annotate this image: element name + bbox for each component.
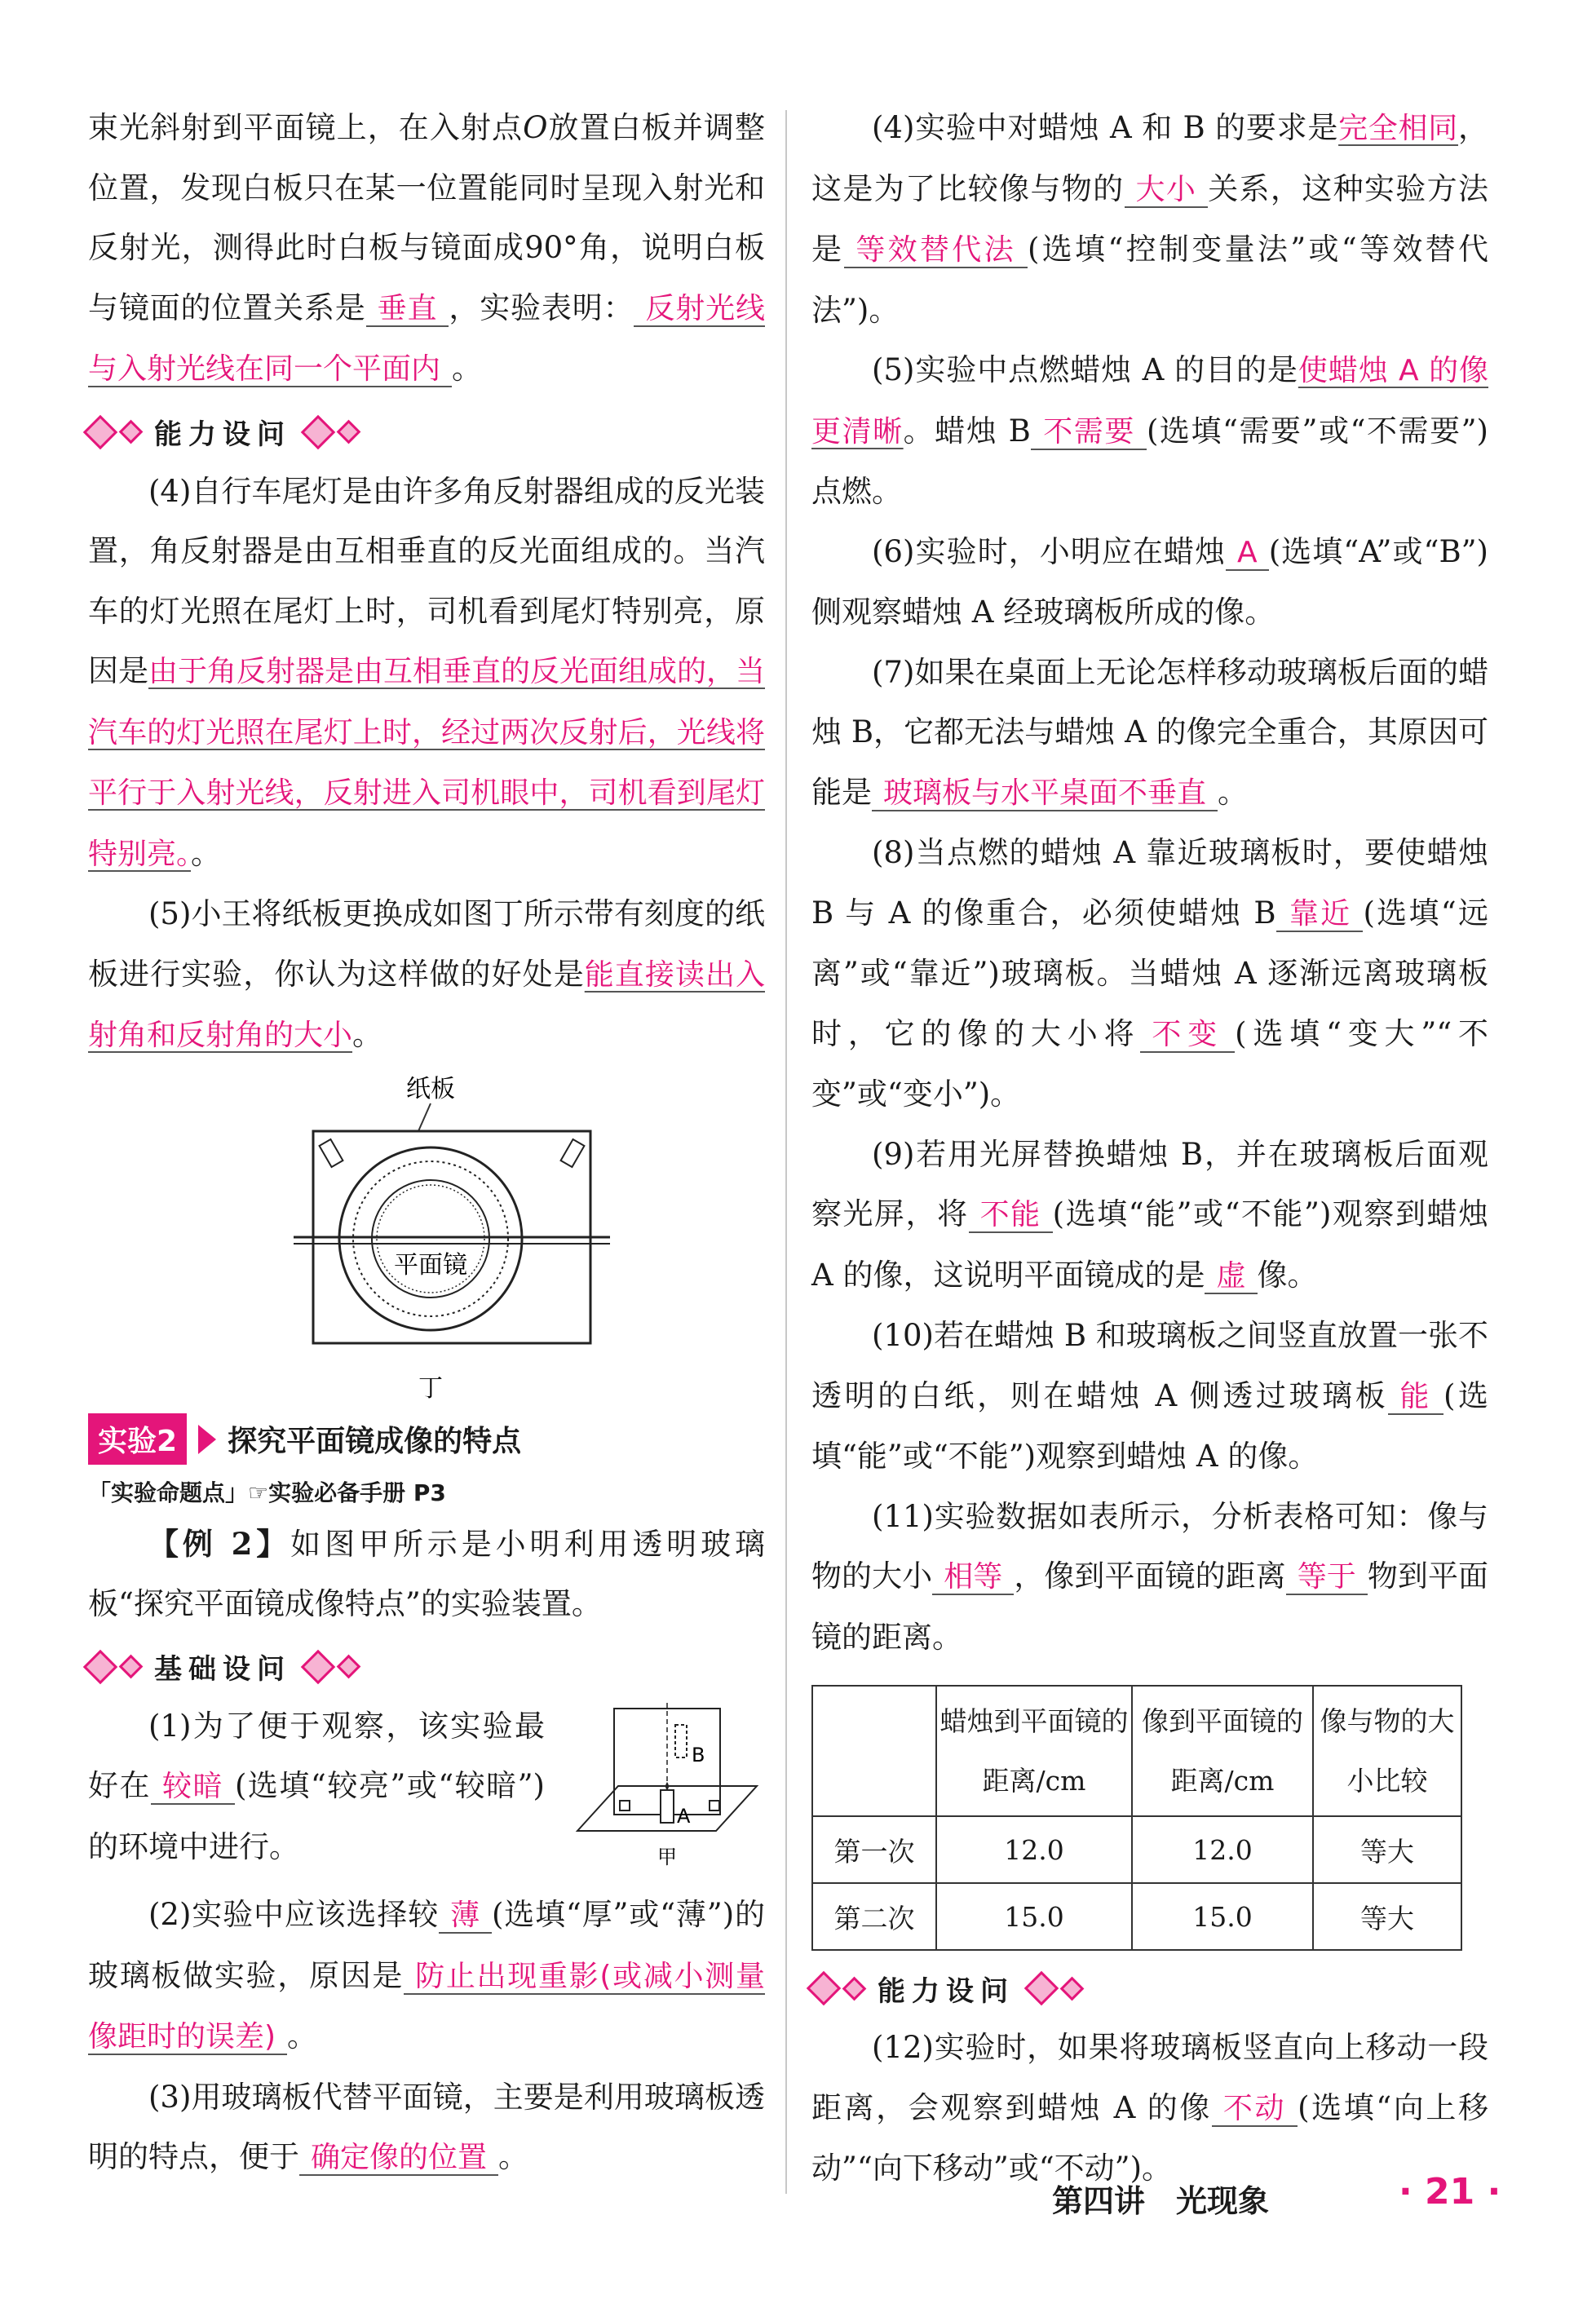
figure-caption: 丁 [418, 1373, 443, 1403]
text: 像。 [1257, 1257, 1318, 1293]
angle-value: 90° [524, 230, 578, 265]
reference-note: 「实验命题点」☞实验必备手册 P3 [88, 1479, 446, 1506]
text: 物到平面镜的距离。 [811, 1558, 1489, 1655]
chapter-footer: 第四讲 光现象 [1052, 2183, 1270, 2219]
text: (5)实验中点燃蜡烛 A 的目的是 [872, 352, 1298, 387]
diamond-icon [301, 1649, 335, 1683]
answer-blank: 不需要 [1031, 415, 1147, 450]
text: 放置白板并调整位置，发现白板只在某一位置能同时呈现入射光和反射光，测得此时白板与镜面成 [88, 110, 766, 265]
text: (11)实验数据如表所示，分析表格可知：像与物的大小 [811, 1498, 1488, 1594]
section-header-ability-right [811, 1965, 1488, 2011]
table-cell: 第一次 [812, 1816, 936, 1883]
answer-blank: 防止出现重影(或减小测量像距时的误差) [88, 1959, 766, 2054]
text: 关系，这种实验方法是 [811, 170, 1488, 267]
question-1-block [88, 1696, 765, 1877]
answer-blank: A [1226, 536, 1269, 571]
answer-blank: 使蜡烛 A 的像更清晰 [811, 354, 1489, 449]
text: 。 [452, 351, 483, 386]
candle-b-label: B [692, 1743, 705, 1766]
table-cell: 等大 [1313, 1816, 1461, 1883]
section-title: 能力设问 [878, 1974, 1015, 2008]
question-3 [88, 2067, 765, 2188]
paragraph-white-board [88, 98, 765, 400]
text: (4)自行车尾灯是由许多角反射器组成的反光装置，角反射器是由互相垂直的反光面组成的。当汽车的灯光照在尾灯上时，司机看到尾灯特别亮，原因是 [88, 473, 765, 688]
text: (6)实验时，小明应在蜡烛 [872, 533, 1227, 569]
diamond-icon [301, 414, 335, 449]
table-cell: 等大 [1313, 1883, 1461, 1950]
text: 。蜡烛 B [903, 413, 1031, 449]
text: (7)如果在桌面上无论怎样移动玻璃板后面的蜡烛 B，它都无法与蜡烛 A 的像完全重合，其原因可能是 [811, 654, 1488, 810]
text: (9)若用光屏替换蜡烛 B，并在玻璃板后面观察光屏，将 [811, 1136, 1488, 1231]
triangle-arrow-icon [198, 1425, 216, 1454]
answer-blank: 由于角反射器是由互相垂直的反光面组成的，当汽车的灯光照在尾灯上时，经过两次反射后，光线将平行于入射光线，反射进入司机眼中，司机看到尾灯特别亮。 [88, 655, 766, 871]
diamond-icon [807, 1971, 841, 2005]
diamond-icon [1060, 1976, 1085, 2001]
answer-blank: 垂直 [366, 292, 449, 327]
board-label: 纸板 [406, 1074, 455, 1103]
text: 。 [352, 1017, 383, 1052]
text: (选填“远离”或“靠近”)玻璃板。当蜡烛 A 逐渐远离玻璃板时，它的像的大小将 [811, 895, 1488, 1051]
diamond-icon [83, 414, 117, 449]
table-header-cell: 像与物的大小比较 [1313, 1686, 1461, 1816]
answer-blank: 完全相同 [1338, 112, 1458, 145]
diamond-icon [119, 1655, 144, 1679]
question-4 [88, 462, 765, 885]
table-header-row [812, 1686, 1461, 1816]
diamond-icon [119, 420, 144, 444]
page-number: · 21 · [1399, 2171, 1501, 2213]
question-r7 [811, 643, 1488, 824]
table-cell: 12.0 [1132, 1816, 1313, 1883]
answer-blank: 相等 [932, 1560, 1014, 1595]
answer-blank: 不动 [1212, 2092, 1298, 2127]
text: (选填“较亮”或“较暗”)的环境中进行。 [88, 1768, 545, 1864]
question-r4 [811, 98, 1488, 340]
column-divider [785, 110, 787, 2194]
data-table [811, 1685, 1462, 1951]
section-header-basic [88, 1644, 765, 1690]
candle-a-label: A [677, 1804, 691, 1828]
question-r11 [811, 1487, 1488, 1668]
diamond-icon [337, 1655, 361, 1679]
table-cell: 15.0 [936, 1883, 1132, 1950]
text: (3)用玻璃板代替平面镜，主要是利用玻璃板透明的特点，便于 [88, 2079, 765, 2174]
text: 。 [498, 2139, 529, 2174]
experiment-label: 实验2 [88, 1413, 187, 1465]
text: (选填“A”或“B”)侧观察蜡烛 A 经玻璃板所成的像。 [811, 533, 1488, 630]
table-header-cell [812, 1686, 936, 1816]
text: (5)小王将纸板更换成如图丁所示带有刻度的纸板进行实验，你认为这样做的好处是 [88, 896, 765, 992]
text: (选填“变大”“不变”或“变小”)。 [811, 1015, 1488, 1112]
table-header-cell: 像到平面镜的距离/cm [1132, 1686, 1313, 1816]
answer-blank: 玻璃板与水平桌面不垂直 [872, 776, 1218, 811]
text: (选填“能”或“不能”)观察到蜡烛 A 的像。 [811, 1377, 1488, 1474]
answer-blank: 不能 [969, 1198, 1053, 1233]
answer-blank: 较暗 [151, 1770, 235, 1805]
answer-blank: 靠近 [1276, 897, 1364, 932]
text: (选填“控制变量法”或“等效替代法”)。 [811, 232, 1488, 328]
question-1 [88, 1696, 545, 1877]
text: ，像到平面镜的距离 [1014, 1558, 1286, 1594]
diamond-icon [1024, 1971, 1059, 2005]
answer-blank: 能 [1388, 1380, 1443, 1415]
question-r8 [811, 823, 1488, 1125]
answer-blank: 虚 [1205, 1259, 1257, 1294]
question-5 [88, 884, 765, 1066]
right-column [811, 98, 1488, 2199]
figure-ding [88, 1066, 765, 1408]
text: (10)若在蜡烛 B 和玻璃板之间竖直放置一张不透明的白纸，则在蜡烛 A 侧透过玻璃板 [811, 1318, 1488, 1413]
protractor-board-diagram [88, 1066, 765, 1408]
question-r6 [811, 522, 1488, 643]
text: 如图甲所示是小明利用透明玻璃板“探究平面镜成像特点”的实验装置。 [88, 1526, 765, 1621]
section-title: 能力设问 [154, 418, 291, 451]
mirror-label: 平面镜 [394, 1250, 467, 1280]
protractor-outer [339, 1147, 522, 1330]
table-cell: 第二次 [812, 1883, 936, 1950]
answer-blank: 等效替代法 [844, 233, 1028, 268]
text: ，实验表明： [449, 290, 634, 325]
text: (选填“需要”或“不需要”)点燃。 [811, 413, 1488, 509]
example-tag: 【例 2】 [148, 1525, 291, 1562]
question-r12 [811, 2018, 1488, 2199]
text: (选填“向上移动”“向下移动”或“不动”)。 [811, 2089, 1488, 2186]
question-r10 [811, 1306, 1488, 1487]
table-row [812, 1883, 1461, 1950]
left-column [88, 98, 765, 2188]
text: 。 [191, 835, 222, 871]
section-title: 基础设问 [154, 1653, 291, 1686]
answer-blank: 能直接读出入射角和反射角的大小 [88, 957, 765, 1052]
text: 。 [287, 2018, 318, 2054]
answer-blank: 反射光线与入射光线在同一个平面内 [88, 291, 765, 386]
diamond-icon [337, 420, 361, 444]
table-cell: 15.0 [1132, 1883, 1313, 1950]
experiment-title: 探究平面镜成像的特点 [228, 1425, 522, 1458]
figure-caption: 甲 [657, 1845, 677, 1868]
table-header-cell: 蜡烛到平面镜的距离/cm [936, 1686, 1132, 1816]
text: (4)实验中对蜡烛 A 和 B 的要求是 [872, 110, 1339, 145]
text: (选填“厚”或“薄”)的玻璃板做实验，原因是 [88, 1897, 765, 1993]
text: ，这是为了比较像与物的 [811, 110, 1488, 206]
text: 角，说明白板与镜面的位置关系是 [88, 230, 766, 325]
answer-blank: 确定像的位置 [299, 2141, 498, 2176]
text: (8)当点燃的蜡烛 A 靠近玻璃板时，要使蜡烛 B 与 A 的像重合，必须使蜡烛 B [811, 835, 1488, 931]
answer-blank: 不变 [1140, 1018, 1235, 1053]
question-2 [88, 1885, 765, 2067]
text: 束光斜射到平面镜上，在入射点 [88, 110, 524, 145]
text: (1)为了便于观察，该实验最好在 [88, 1708, 545, 1803]
text: 。 [1218, 774, 1249, 810]
figure-jia [569, 1696, 765, 1876]
question-r5 [811, 340, 1488, 522]
answer-blank: 等于 [1286, 1560, 1368, 1595]
example-2 [88, 1514, 765, 1634]
question-r9 [811, 1125, 1488, 1306]
text: (12)实验时，如果将玻璃板竖直向上移动一段距离，会观察到蜡烛 A 的像 [811, 2030, 1488, 2125]
section-header-ability [88, 409, 765, 455]
experiment-2-header [88, 1413, 765, 1466]
diamond-icon [83, 1649, 117, 1683]
point-o: O [523, 110, 548, 145]
text: (选填“能”或“不能”)观察到蜡烛 A 的像，这说明平面镜成的是 [811, 1196, 1488, 1293]
answer-blank: 薄 [439, 1899, 492, 1934]
table-row [812, 1816, 1461, 1883]
answer-blank: 大小 [1125, 173, 1209, 208]
table-cell: 12.0 [936, 1816, 1132, 1883]
text: (2)实验中应该选择较 [148, 1897, 440, 1932]
diamond-icon [842, 1976, 867, 2001]
